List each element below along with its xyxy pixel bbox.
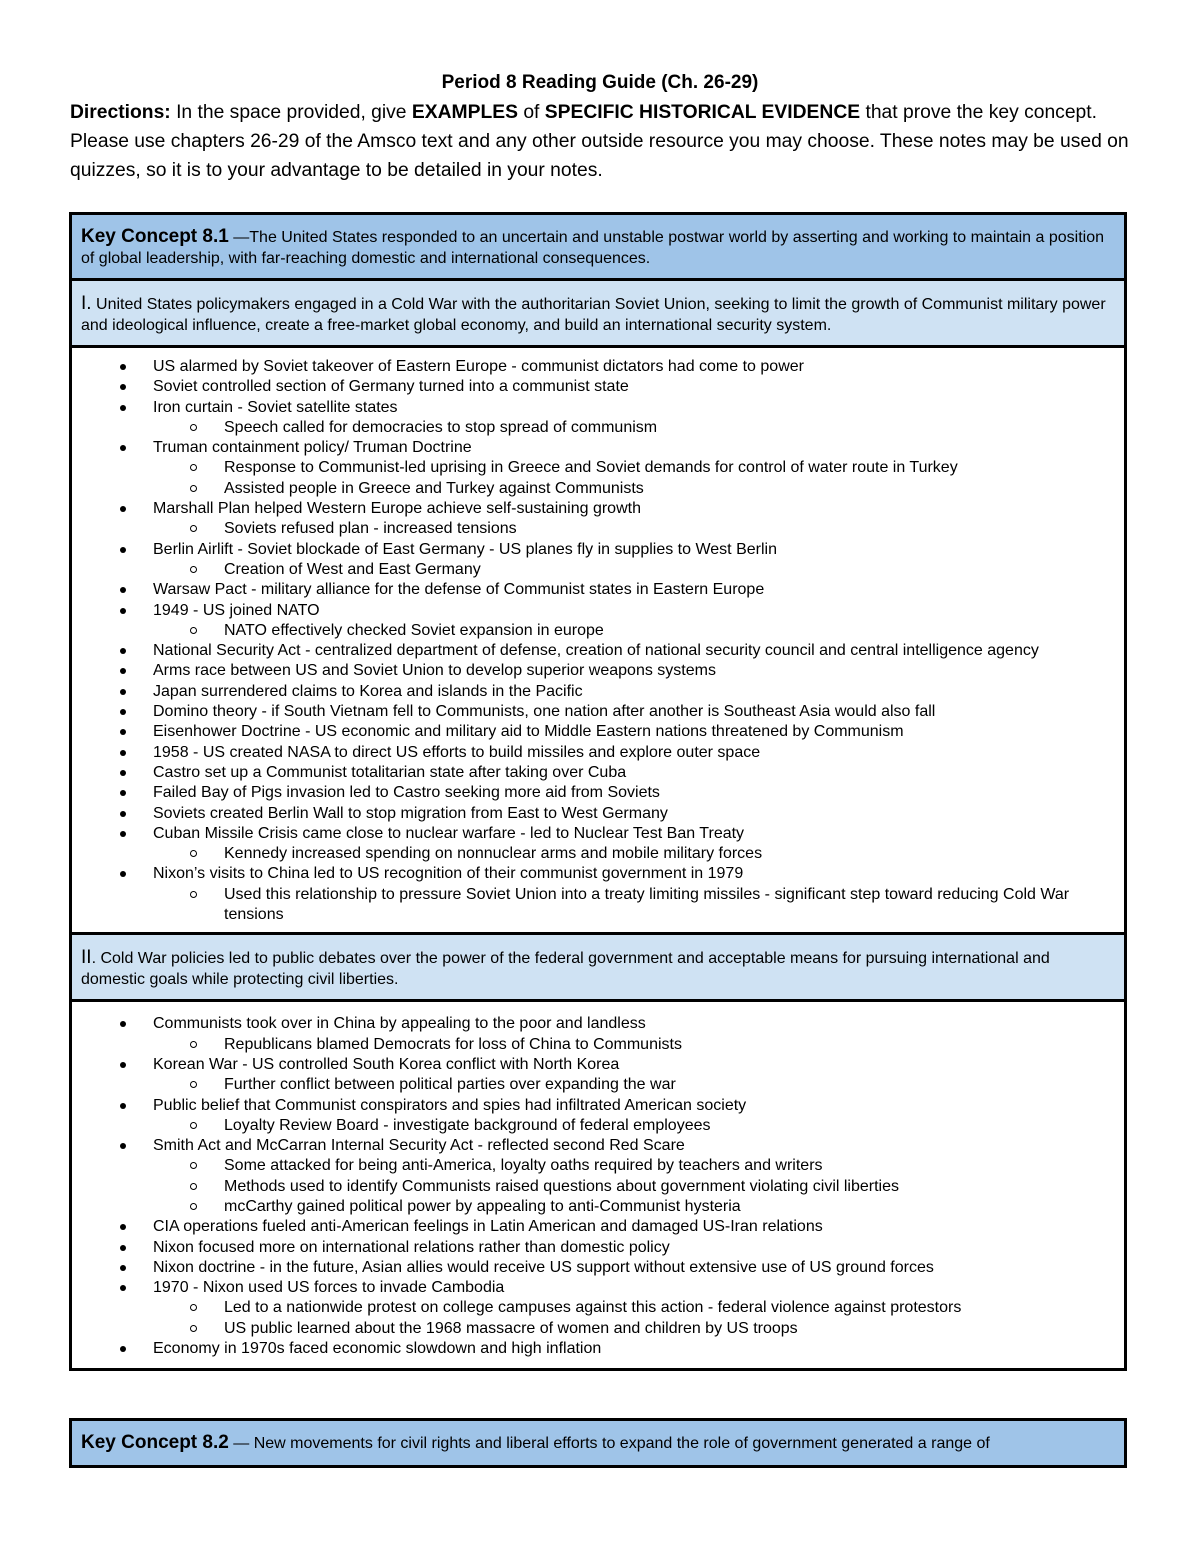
bullet-item xyxy=(72,357,1124,377)
sub-bullet-item: Assisted people in Greece and Turkey against Communists xyxy=(153,479,1114,499)
key-concept-8-1-table xyxy=(69,212,1127,1371)
bullet-item xyxy=(72,580,1124,600)
sub-bullet-list xyxy=(153,1075,1114,1095)
bullet-item xyxy=(72,661,1124,681)
sub-bullet-item: Methods used to identify Communists raised questions about government violating civil liberties xyxy=(153,1177,1114,1197)
bullet-text: Arms race between US and Soviet Union to develop superior weapons systems xyxy=(153,662,716,680)
bullet-text: US alarmed by Soviet takeover of Eastern Europe - communist dictators had come to power xyxy=(153,358,804,375)
sub-bullet-item: mcCarthy gained political power by appealing to anti-Communist hysteria xyxy=(153,1197,1114,1217)
bullet-list xyxy=(72,357,1124,925)
bullet-text: Marshall Plan helped Western Europe achieve self-sustaining growth xyxy=(153,500,641,518)
key-concept-text: — New movements for civil rights and liberal efforts to expand the role of government generated a range of xyxy=(228,1435,990,1452)
bullet-item xyxy=(72,377,1124,397)
bullet-item xyxy=(72,601,1124,642)
sub-bullet-item: Kennedy increased spending on nonnuclear arms and mobile military forces xyxy=(153,844,1114,864)
bullet-text: 1970 - Nixon used US forces to invade Cambodia xyxy=(153,1279,505,1297)
sub-bullet-list xyxy=(153,844,1114,864)
bullet-item xyxy=(72,864,1124,925)
directions-label: Directions: xyxy=(70,102,171,123)
bullet-item xyxy=(72,1055,1124,1096)
sub-bullet-list xyxy=(153,519,1114,539)
bullet-text: 1949 - US joined NATO xyxy=(153,601,320,619)
bullet-text: Eisenhower Doctrine - US economic and military aid to Middle Eastern nations threatened by Communism xyxy=(153,723,904,741)
directions-text-1: In the space provided, give xyxy=(170,102,412,123)
bullet-item xyxy=(72,1278,1124,1339)
bullet-item xyxy=(72,641,1124,661)
bullet-item xyxy=(72,1136,1124,1217)
sub-bullet-item: Used this relationship to pressure Soviet Union into a treaty limiting missiles - significant step toward reducing Cold War tensions xyxy=(153,885,1114,926)
bullet-item xyxy=(72,783,1124,803)
sub-bullet-item: Soviets refused plan - increased tensions xyxy=(153,519,1114,539)
bullet-item xyxy=(72,438,1124,499)
sub-bullet-list xyxy=(153,418,1114,438)
bullet-text: Public belief that Communist conspirators and spies had infiltrated American society xyxy=(153,1096,747,1114)
sub-bullet-list xyxy=(153,1298,1114,1339)
section-1-header xyxy=(72,281,1124,348)
bullet-text: Iron curtain - Soviet satellite states xyxy=(153,398,398,416)
sub-bullet-list xyxy=(153,1035,1114,1055)
bullet-item xyxy=(72,398,1124,439)
sub-bullet-item: Response to Communist-led uprising in Greece and Soviet demands for control of water route in Turkey xyxy=(153,458,1114,478)
directions-evidence: SPECIFIC HISTORICAL EVIDENCE xyxy=(544,102,861,123)
section-2-text: . Cold War policies led to public debates over the power of the federal government and acceptable means for pursuing international and domestic goals while protecting civil liberties. xyxy=(81,950,1050,989)
bullet-text: 1958 - US created NASA to direct US efforts to build missiles and explore outer space xyxy=(153,743,761,761)
bullet-text: Cuban Missile Crisis came close to nuclear warfare - led to Nuclear Test Ban Treaty xyxy=(153,824,745,842)
bullet-text: Castro set up a Communist totalitarian state after taking over Cuba xyxy=(153,763,627,781)
sub-bullet-list xyxy=(153,458,1114,499)
bullet-text: Domino theory - if South Vietnam fell to Communists, one nation after another is Southeast Asia would also fall xyxy=(153,703,936,721)
bullet-text: Korean War - US controlled South Korea conflict with North Korea xyxy=(153,1055,620,1073)
bullet-item xyxy=(72,1339,1124,1359)
key-concept-8-2-header xyxy=(72,1421,1124,1465)
sub-bullet-item: Speech called for democracies to stop spread of communism xyxy=(153,418,1114,438)
bullet-text: Japan surrendered claims to Korea and islands in the Pacific xyxy=(153,682,583,700)
bullet-item xyxy=(72,1258,1124,1278)
section-2-notes xyxy=(72,1002,1124,1368)
bullet-item xyxy=(72,702,1124,722)
bullet-item xyxy=(72,1014,1124,1055)
bullet-text: Failed Bay of Pigs invasion led to Castro seeking more aid from Soviets xyxy=(153,784,660,802)
bullet-item xyxy=(72,722,1124,742)
sub-bullet-list xyxy=(153,885,1114,926)
sub-bullet-item: NATO effectively checked Soviet expansion in europe xyxy=(153,621,1114,641)
bullet-item xyxy=(72,804,1124,824)
sub-bullet-item: Some attacked for being anti-America, loyalty oaths required by teachers and writers xyxy=(153,1156,1114,1176)
bullet-item xyxy=(72,540,1124,581)
section-2-header xyxy=(72,935,1124,1002)
bullet-text: Communists took over in China by appealing to the poor and landless xyxy=(153,1015,646,1033)
key-concept-8-1-header xyxy=(72,215,1124,281)
bullet-text: Nixon focused more on international relations rather than domestic policy xyxy=(153,1238,670,1256)
sub-bullet-list xyxy=(153,1156,1114,1217)
section-1-roman: I. xyxy=(81,293,92,314)
directions-text-3: that prove the key concept. Please use chapters 26-29 of the Amsco text and any other outside resource you may choose. These notes may be used on quizzes, so it is to your advantage to be detailed in your notes. xyxy=(70,102,1129,181)
sub-bullet-item: Loyalty Review Board - investigate background of federal employees xyxy=(153,1116,1114,1136)
bullet-text: Economy in 1970s faced economic slowdown and high inflation xyxy=(153,1340,602,1358)
bullet-text: Smith Act and McCarran Internal Security Act - reflected second Red Scare xyxy=(153,1137,685,1155)
sub-bullet-item: Further conflict between political parties over expanding the war xyxy=(153,1075,1114,1095)
bullet-text: Truman containment policy/ Truman Doctrine xyxy=(153,439,472,457)
sub-bullet-item: Led to a nationwide protest on college campuses against this action - federal violence against protestors xyxy=(153,1298,1114,1318)
bullet-item xyxy=(72,682,1124,702)
bullet-text: Berlin Airlift - Soviet blockade of East Germany - US planes fly in supplies to West Berlin xyxy=(153,540,777,558)
key-concept-text: —The United States responded to an uncertain and unstable postwar world by asserting and working to maintain a position of global leadership, with far-reaching domestic and international consequences. xyxy=(81,229,1105,267)
bullet-list xyxy=(72,1014,1124,1359)
bullet-item xyxy=(72,824,1124,865)
directions xyxy=(70,98,1140,185)
bullet-item xyxy=(72,1096,1124,1137)
bullet-text: Nixon’s visits to China led to US recognition of their communist government in 1979 xyxy=(153,865,744,883)
sub-bullet-item: US public learned about the 1968 massacre of women and children by US troops xyxy=(153,1319,1114,1339)
directions-text-2: of xyxy=(517,102,545,123)
key-concept-label: Key Concept 8.1 xyxy=(81,226,229,247)
section-1-notes xyxy=(72,348,1124,935)
bullet-item xyxy=(72,499,1124,540)
sub-bullet-list xyxy=(153,1116,1114,1136)
sub-bullet-list xyxy=(153,560,1114,580)
key-concept-label: Key Concept 8.2 xyxy=(81,1432,229,1453)
key-concept-8-2-table xyxy=(69,1418,1127,1468)
bullet-text: Soviet controlled section of Germany turned into a communist state xyxy=(153,378,629,396)
directions-examples: EXAMPLES xyxy=(411,102,518,123)
sub-bullet-item: Creation of West and East Germany xyxy=(153,560,1114,580)
sub-bullet-item: Republicans blamed Democrats for loss of China to Communists xyxy=(153,1035,1114,1055)
bullet-text: CIA operations fueled anti-American feelings in Latin American and damaged US-Iran relations xyxy=(153,1218,823,1236)
bullet-text: Warsaw Pact - military alliance for the defense of Communist states in Eastern Europe xyxy=(153,581,765,599)
bullet-text: Soviets created Berlin Wall to stop migration from East to West Germany xyxy=(153,804,668,822)
bullet-text: National Security Act - centralized department of defense, creation of national security council and central intelligence agency xyxy=(153,642,1039,660)
sub-bullet-list xyxy=(153,621,1114,641)
bullet-item xyxy=(72,763,1124,783)
page-title: Period 8 Reading Guide (Ch. 26-29) xyxy=(441,72,759,93)
bullet-item xyxy=(72,1217,1124,1237)
bullet-item xyxy=(72,1238,1124,1258)
bullet-text: Nixon doctrine - in the future, Asian allies would receive US support without extensive use of US ground forces xyxy=(153,1258,934,1276)
section-1-text: United States policymakers engaged in a Cold War with the authoritarian Soviet Union, seeking to limit the growth of Communist military power and ideological influence, create a free-market global economy, and build an international security system. xyxy=(81,296,1106,334)
section-2-roman: II xyxy=(81,947,92,969)
bullet-item xyxy=(72,743,1124,763)
